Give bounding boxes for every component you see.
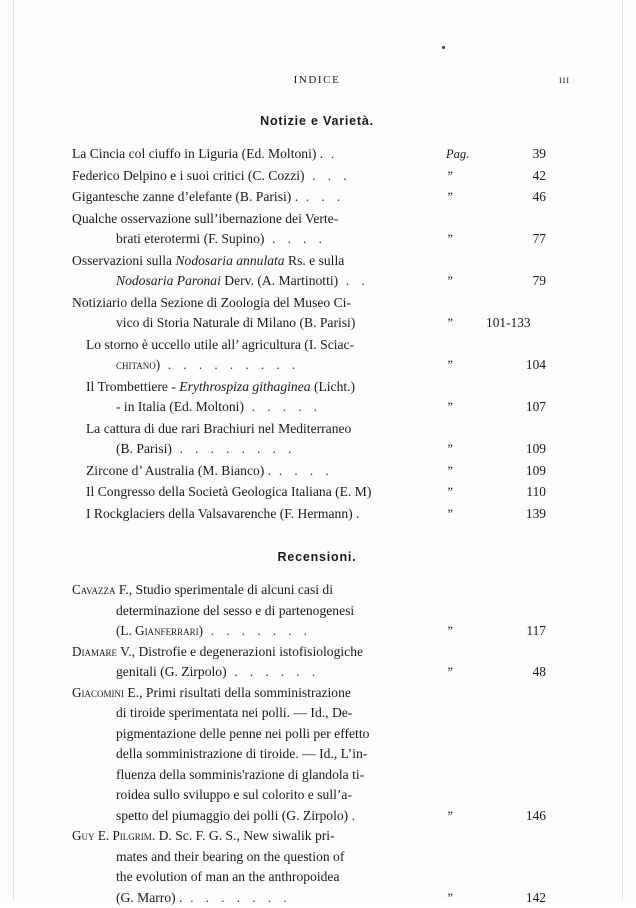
author-name: Guy E. Pilgrim: [72, 828, 152, 843]
page-marker: ”: [446, 229, 486, 250]
entry-line: [72, 271, 562, 292]
page-marker: ”: [446, 888, 486, 908]
page-marker: ”: [446, 397, 486, 418]
page-number-value: 109: [486, 461, 546, 482]
page-marker: ”: [446, 271, 486, 292]
index-entry[interactable]: [72, 377, 562, 418]
running-head: [72, 74, 562, 92]
entry-line: [72, 847, 562, 868]
entry-line: [72, 144, 562, 165]
page-reference: [446, 806, 562, 827]
entry-line: [72, 662, 562, 683]
index-entry[interactable]: [72, 187, 562, 208]
entry-text: La cattura di due rari Brachiuri nel Mediterraneo: [86, 421, 351, 436]
page-marker: ”: [446, 482, 486, 503]
entry-text: Gigantesche zanne d’elefante (B. Parisi) . . . .: [72, 189, 345, 204]
entry-line: [72, 867, 562, 888]
index-entry[interactable]: [72, 580, 562, 642]
index-entry[interactable]: [72, 251, 562, 292]
entry-text: I Rockglaciers della Valsavarenche (F. Hermann) .: [86, 506, 359, 521]
index-entry[interactable]: [72, 209, 562, 250]
page-reference: [446, 144, 562, 165]
leader-dots: . . . .: [264, 231, 326, 246]
page-reference: [446, 313, 562, 334]
page-number-value: 79: [486, 271, 546, 292]
entry-list: [72, 144, 562, 524]
page-reference: [446, 229, 562, 250]
page-number: iii: [559, 74, 570, 86]
page-marker: Pag.: [446, 144, 486, 165]
entry-text: di tiroide sperimentata nei polli. — Id., De-: [116, 705, 352, 720]
entry-text: brati eterotermi (F. Supino) . . . .: [116, 231, 326, 246]
entry-text: Notiziario della Sezione di Zoologia del Museo Ci-: [72, 295, 351, 310]
entry-list: [72, 580, 562, 908]
index-entry[interactable]: [72, 419, 562, 460]
entry-text: - in Italia (Ed. Moltoni) . . . . .: [116, 399, 321, 414]
entry-line: [72, 744, 562, 765]
entry-line: [72, 209, 562, 230]
index-entry[interactable]: [72, 482, 562, 503]
page-number-value: 107: [486, 397, 546, 418]
page-marker: ”: [446, 662, 486, 683]
entry-line: [72, 419, 562, 440]
entry-text: Federico Delpino e i suoi critici (C. Cozzi) . . .: [72, 168, 351, 183]
index-entry[interactable]: [72, 166, 562, 187]
species-name: Erythrospiza githaginea: [179, 379, 310, 394]
entry-line: [72, 724, 562, 745]
scan-speck: [442, 46, 445, 49]
leader-dots: . . . . . . . . .: [160, 357, 300, 372]
index-entry[interactable]: [72, 144, 562, 165]
index-entry[interactable]: [72, 293, 562, 334]
entry-text: Il Trombettiere - Erythrospiza githaginea (Licht.): [86, 379, 355, 394]
entry-line: [72, 785, 562, 806]
page-reference: [446, 397, 562, 418]
entry-text: vico di Storia Naturale di Milano (B. Parisi): [116, 315, 355, 330]
leader-dots: . . .: [305, 168, 352, 183]
entry-line: [72, 806, 562, 827]
entry-text: Osservazioni sulla Nodosaria annulata Rs. e sulla: [72, 253, 344, 268]
entry-line: [72, 683, 562, 704]
page-marker: ”: [446, 166, 486, 187]
entry-text: (B. Parisi) . . . . . . . .: [116, 441, 296, 456]
running-head-title: INDICE: [72, 74, 562, 86]
entry-line: [72, 580, 562, 601]
index-entry[interactable]: [72, 461, 562, 482]
entry-line: [72, 504, 562, 525]
page-reference: [446, 888, 562, 908]
entry-line: [72, 642, 562, 663]
page-number-value: 104: [486, 355, 546, 376]
page-reference: [446, 439, 562, 460]
entry-line: [72, 313, 562, 334]
entry-line: [72, 166, 562, 187]
leader-dots: . . .: [298, 189, 345, 204]
section-heading: Recensioni.: [72, 550, 562, 564]
entry-line: [72, 293, 562, 314]
entry-line: [72, 335, 562, 356]
page-reference: [446, 166, 562, 187]
entry-line: [72, 251, 562, 272]
page-reference: [446, 355, 562, 376]
leader-dots: . . . . . . .: [182, 890, 291, 905]
index-entry[interactable]: [72, 826, 562, 908]
entry-text: the evolution of man an the anthropoidea: [116, 869, 339, 884]
page-number-value: 39: [486, 144, 546, 165]
entry-text: Giacomini E., Primi risultati della somministrazione: [72, 685, 351, 700]
entry-text: [116, 357, 300, 372]
author-name: (L. Gianferrari): [116, 623, 203, 638]
index-sections: [72, 114, 562, 908]
page-number-value: 101-133: [486, 313, 558, 334]
entry-text: Guy E. Pilgrim. D. Sc. F. G. S., New siwalik pri-: [72, 828, 335, 843]
page-marker: ”: [446, 621, 486, 642]
index-content: [72, 74, 562, 908]
entry-line: [72, 703, 562, 724]
leader-dots: . . . . . . .: [203, 623, 312, 638]
leader-dots: . .: [338, 273, 369, 288]
entry-text: pigmentazione delle penne nei polli per effetto: [116, 726, 369, 741]
page-marker: ”: [446, 806, 486, 827]
entry-line: [72, 397, 562, 418]
entry-text: spetto del piumaggio dei polli (G. Zirpolo) .: [116, 808, 355, 823]
entry-text: determinazione del sesso e di partenogenesi: [116, 603, 354, 618]
page-number-value: 42: [486, 166, 546, 187]
entry-line: [72, 461, 562, 482]
page-marker: ”: [446, 355, 486, 376]
page-number-value: 46: [486, 187, 546, 208]
page-reference: [446, 621, 562, 642]
entry-text: Diamare V., Distrofie e degenerazioni istofisiologiche: [72, 644, 363, 659]
author-name: chitano): [116, 357, 160, 372]
species-name: Nodosaria annulata: [175, 253, 284, 268]
page-reference: [446, 662, 562, 683]
entry-text: [116, 623, 311, 638]
entry-line: [72, 888, 562, 908]
page-number-value: 117: [486, 621, 546, 642]
page-edge-left: [13, 0, 14, 900]
entry-text: Zircone d’ Australia (M. Bianco) . . . . .: [86, 463, 333, 478]
page-number-value: 77: [486, 229, 546, 250]
entry-line: [72, 826, 562, 847]
entry-line: [72, 439, 562, 460]
entry-line: [72, 377, 562, 398]
page-edge-right: [622, 0, 623, 900]
entry-text: fluenza della somminis'razione di glandola ti-: [116, 767, 364, 782]
leader-dots: . . . . . .: [227, 664, 320, 679]
author-name: Giacomini: [72, 685, 124, 700]
index-entry[interactable]: [72, 335, 562, 376]
author-name: Cavazza: [72, 582, 115, 597]
entry-line: [72, 355, 562, 376]
page-marker: ”: [446, 439, 486, 460]
page-marker: ”: [446, 504, 486, 525]
leader-dots: . . . . .: [244, 399, 322, 414]
page-number-value: 146: [486, 806, 546, 827]
entry-text: Lo storno è uccello utile all’ agricultura (I. Sciac-: [86, 337, 354, 352]
entry-text: Nodosaria Paronai Derv. (A. Martinotti) . .: [116, 273, 369, 288]
entry-line: [72, 601, 562, 622]
entry-text: genitali (G. Zirpolo) . . . . . .: [116, 664, 320, 679]
section-heading: Notizie e Varietà.: [72, 114, 562, 128]
page-number-value: 48: [486, 662, 546, 683]
entry-line: [72, 187, 562, 208]
entry-line: [72, 229, 562, 250]
entry-text: roidea sullo sviluppo e sul colorito e sull’a-: [116, 787, 352, 802]
entry-text: Cavazza F., Studio sperimentale di alcuni casi di: [72, 582, 333, 597]
index-entry[interactable]: [72, 642, 562, 683]
entry-text: (G. Marro) . . . . . . . .: [116, 890, 291, 905]
entry-text: Il Congresso della Società Geologica Italiana (E. M): [86, 484, 371, 499]
entry-line: [72, 765, 562, 786]
page-number-value: 139: [486, 504, 546, 525]
page-reference: [446, 271, 562, 292]
entry-text: della somministrazione di tiroide. — Id., L’in-: [116, 746, 367, 761]
page-reference: [446, 482, 562, 503]
page-marker: ”: [446, 313, 486, 334]
page-number-value: 110: [486, 482, 546, 503]
index-entry[interactable]: [72, 683, 562, 827]
entry-text: La Cincia col ciuffo in Liguria (Ed. Moltoni) . .: [72, 146, 339, 161]
page-number-value: 109: [486, 439, 546, 460]
entry-text: mates and their bearing on the question of: [116, 849, 344, 864]
author-name: Diamare: [72, 644, 117, 659]
entry-line: [72, 621, 562, 642]
leader-dots: .: [323, 146, 339, 161]
page-reference: [446, 461, 562, 482]
species-name: Nodosaria Paronai: [116, 273, 221, 288]
entry-text: Qualche osservazione sull’ibernazione dei Verte-: [72, 211, 338, 226]
leader-dots: . . . .: [271, 463, 333, 478]
index-entry[interactable]: [72, 504, 562, 525]
page-number-value: 142: [486, 888, 546, 908]
page-reference: [446, 187, 562, 208]
page-marker: ”: [446, 187, 486, 208]
page-marker: ”: [446, 461, 486, 482]
leader-dots: . . . . . . . .: [172, 441, 296, 456]
entry-line: [72, 482, 562, 503]
page-reference: [446, 504, 562, 525]
